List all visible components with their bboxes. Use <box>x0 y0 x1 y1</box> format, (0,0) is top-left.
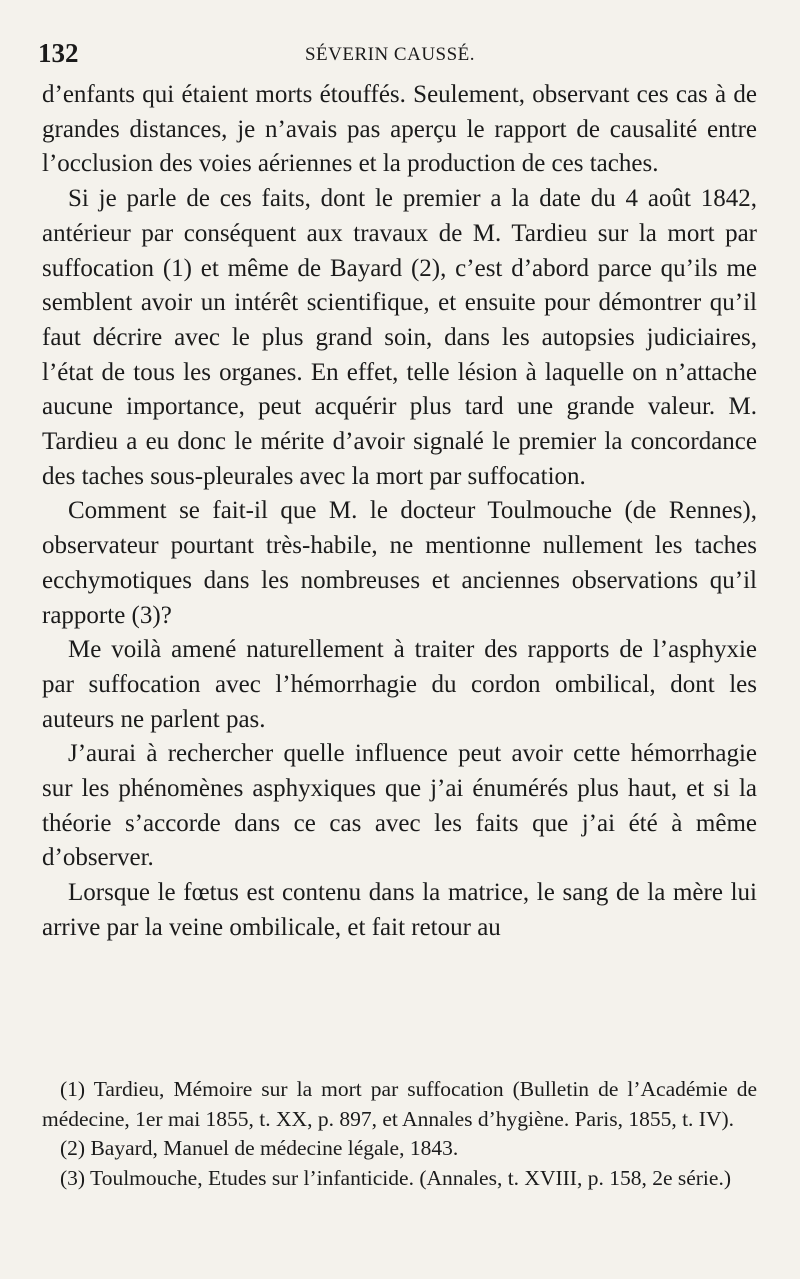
paragraph-continuation: d’enfants qui étaient morts étouffés. Seulement, observant ces cas à de grandes distances, je n’avais pas aperçu le rapport de causalité entre l’occlusion des voies aériennes et la production de ces taches. <box>42 81 757 178</box>
body-text <box>42 78 757 946</box>
running-title: SÉVERIN CAUSSÉ. <box>304 44 476 65</box>
page-header <box>38 38 742 78</box>
footnote-2: (2) Bayard, Manuel de médecine légale, 1843. <box>60 1136 459 1160</box>
footnotes <box>42 1075 757 1193</box>
paragraph-hemorrhagie: J’aurai à rechercher quelle influence peut avoir cette hémorrhagie sur les phénomènes asphyxiques que j’ai énumérés plus haut, et si la théorie s’accorde dans ce cas avec les faits que j’ai été à même d’observer. <box>42 740 757 872</box>
paragraph-foetus: Lorsque le fœtus est contenu dans la matrice, le sang de la mère lui arrive par la veine ombilicale, et fait retour au <box>42 879 757 941</box>
footnote-1: (1) Tardieu, Mémoire sur la mort par suffocation (Bulletin de l’Académie de médecine, 1er mai 1855, t. XX, p. 897, et Annales d’hygiène. Paris, 1855, t. IV). <box>42 1077 757 1131</box>
page-number: 132 <box>38 38 79 68</box>
paragraph-asphyxie: Me voilà amené naturellement à traiter des rapports de l’asphyxie par suffocation avec l’hémorrhagie du cordon ombilical, dont les auteurs ne parlent pas. <box>42 636 757 733</box>
paragraph-faits: Si je parle de ces faits, dont le premier a la date du 4 août 1842, antérieur par conséquent aux travaux de M. Tardieu sur la mort par suffocation (1) et même de Bayard (2), c’est d’abord parce qu’ils me semblent avoir un intérêt scientifique, et ensuite pour démontrer qu’il faut décrire avec le plus grand soin, dans les autopsies judiciaires, l’état de tous les organes. En effet, telle lésion à laquelle on n’attache aucune importance, peut acquérir plus tard une grande valeur. M. Tardieu a eu donc le mérite d’avoir signalé le premier la concordance des taches sous-pleurales avec la mort par suffocation. <box>42 185 757 490</box>
paragraph-toulmouche: Comment se fait-il que M. le docteur Toulmouche (de Rennes), observateur pourtant très-habile, ne mentionne nullement les taches ecchymotiques dans les nombreuses et anciennes observations qu’il rapporte (3)? <box>42 497 757 629</box>
footnote-3: (3) Toulmouche, Etudes sur l’infanticide. (Annales, t. XVIII, p. 158, 2e série.) <box>60 1165 731 1190</box>
